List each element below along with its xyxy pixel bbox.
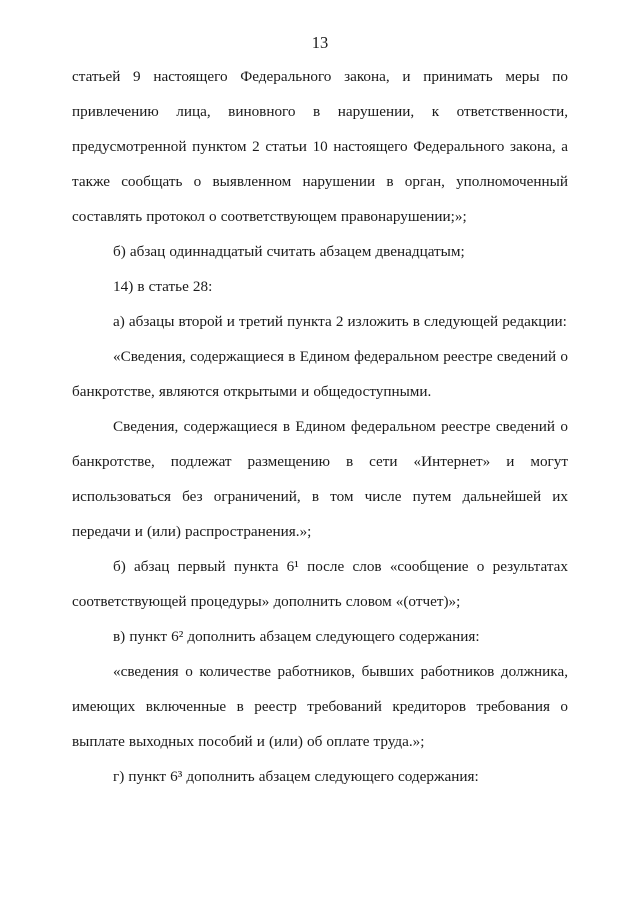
text-line: использоваться без ограничений, в том числе путем дальнейшей их [72, 488, 568, 505]
text-line: б) абзац одиннадцатый считать абзацем двенадцатым; [113, 243, 465, 260]
text-line: также сообщать о выявленном нарушении в орган, уполномоченный [72, 173, 568, 190]
page-number: 13 [311, 33, 329, 52]
document-body [72, 59, 568, 794]
text-line: соответствующей процедуры» дополнить словом «(отчет)»; [72, 593, 461, 610]
text-line: банкротстве, являются открытыми и общедоступными. [72, 383, 432, 400]
text-line: б) абзац первый пункта 6¹ после слов «сообщение о результатах [113, 558, 568, 575]
text-line: г) пункт 6³ дополнить абзацем следующего содержания: [113, 768, 479, 785]
text-line: передачи и (или) распространения.»; [72, 523, 312, 540]
text-line: а) абзацы второй и третий пункта 2 изложить в следующей редакции: [113, 313, 567, 330]
text-line: предусмотренной пунктом 2 статьи 10 настоящего Федерального закона, а [72, 138, 568, 155]
text-line: выплате выходных пособий и (или) об оплате труда.»; [72, 733, 425, 750]
text-line: «Сведения, содержащиеся в Едином федеральном реестре сведений о [113, 348, 568, 365]
text-line: Сведения, содержащиеся в Едином федеральном реестре сведений о [113, 418, 568, 435]
text-line: привлечению лица, виновного в нарушении, к ответственности, [72, 103, 568, 120]
text-line: «сведения о количестве работников, бывших работников должника, [113, 663, 568, 680]
text-line: 14) в статье 28: [113, 278, 213, 295]
text-line: статьей 9 настоящего Федерального закона, и принимать меры по [72, 68, 568, 85]
text-line: банкротстве, подлежат размещению в сети «Интернет» и могут [72, 453, 568, 470]
text-line: в) пункт 6² дополнить абзацем следующего содержания: [113, 628, 480, 645]
text-line: составлять протокол о соответствующем правонарушении;»; [72, 208, 467, 225]
text-line: имеющих включенные в реестр требований кредиторов требования о [72, 698, 568, 715]
